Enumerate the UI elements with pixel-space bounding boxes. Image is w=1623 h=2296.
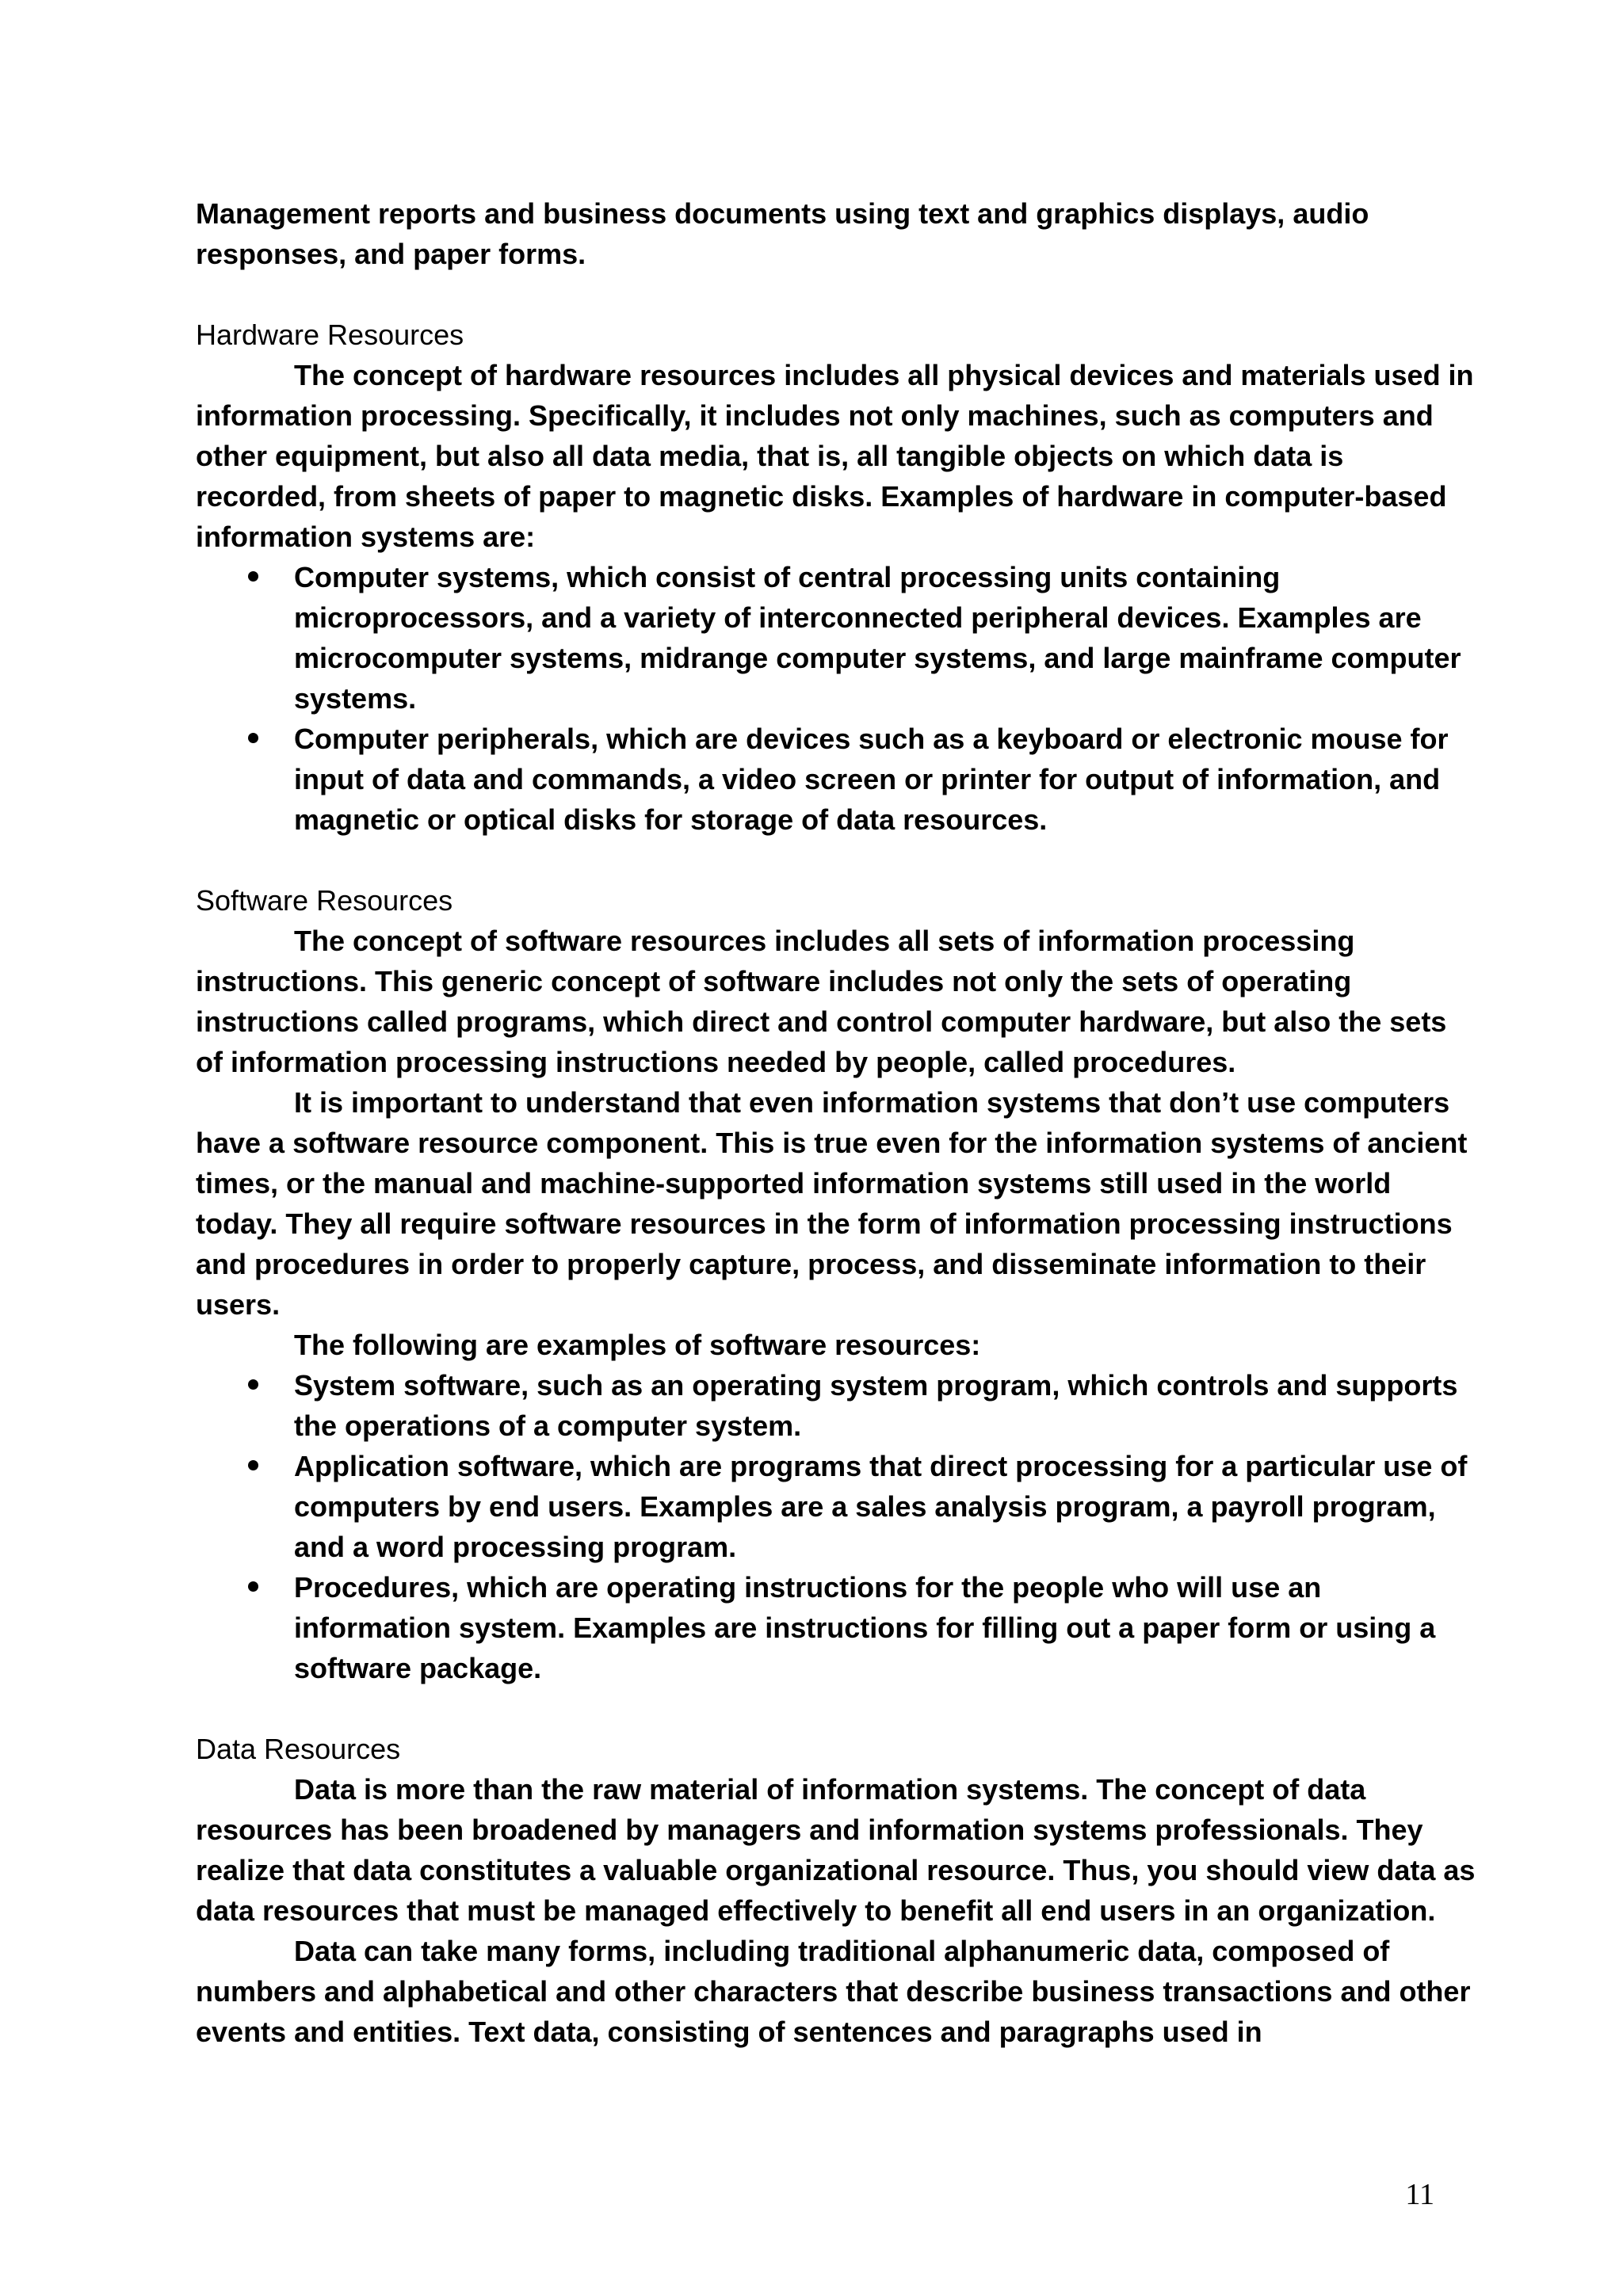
list-item bbox=[196, 1365, 1480, 1446]
data-heading: Data Resources bbox=[196, 1733, 401, 1765]
software-paragraph-3: The following are examples of software resources: bbox=[294, 1329, 981, 1361]
list-item-text: Computer systems, which consist of central processing units containing microprocessors, and a variety of interconnected peripheral devices. Examples are microcomputer systems, midrange computer systems, and large mainframe computer systems. bbox=[294, 561, 1461, 715]
software-heading: Software Resources bbox=[196, 884, 453, 917]
section-gap bbox=[196, 840, 1480, 880]
hardware-paragraph: The concept of hardware resources includes all physical devices and materials used in information processing. Specifically, it includes not only machines, such as computers and other equipment, but also all data media, that is, all tangible objects on which data is recorded, from sheets of paper to magnetic disks. Examples of hardware in computer-based information systems are: bbox=[196, 359, 1474, 553]
section-gap bbox=[196, 274, 1480, 315]
data-paragraph-1: Data is more than the raw material of information systems. The concept of data resources has been broadened by managers and information systems professionals. They realize that data constitutes a valuable organizational resource. Thus, you should view data as data resources that must be managed effectively to benefit all end users in an organization. bbox=[196, 1773, 1476, 1927]
software-paragraph-2: It is important to understand that even information systems that don’t use computers have a software resource component. This is true even for the information systems of ancient times, or the manual and machine-supported information systems still used in the world today. They all require software resources in the form of information processing instructions and procedures in order to properly capture, process, and disseminate information to their users. bbox=[196, 1086, 1468, 1321]
list-item bbox=[196, 557, 1480, 719]
intro-paragraph: Management reports and business documents using text and graphics displays, audio responses, and paper forms. bbox=[196, 197, 1369, 270]
hardware-bullet-list bbox=[196, 557, 1480, 840]
list-item bbox=[196, 719, 1480, 840]
bullet-icon bbox=[248, 1379, 258, 1390]
list-item bbox=[196, 1446, 1480, 1567]
page-number: 11 bbox=[1405, 2178, 1434, 2211]
bullet-icon bbox=[248, 1581, 258, 1592]
page-content bbox=[196, 193, 1480, 2052]
bullet-icon bbox=[248, 733, 258, 743]
list-item-text: System software, such as an operating system program, which controls and supports the operations of a computer system. bbox=[294, 1369, 1458, 1442]
list-item bbox=[196, 1567, 1480, 1688]
hardware-heading: Hardware Resources bbox=[196, 318, 464, 351]
software-paragraph-1: The concept of software resources includes all sets of information processing instructions. This generic concept of software includes not only the sets of operating instructions called programs, which direct and control computer hardware, but also the sets of information processing instructions needed by people, called procedures. bbox=[196, 925, 1447, 1078]
list-item-text: Computer peripherals, which are devices such as a keyboard or electronic mouse for input of data and commands, a video screen or printer for output of information, and magnetic or optical disks for storage of data resources. bbox=[294, 723, 1449, 836]
list-item-text: Application software, which are programs that direct processing for a particular use of computers by end users. Examples are a sales analysis program, a payroll program, and a word processing program. bbox=[294, 1450, 1468, 1563]
bullet-icon bbox=[248, 1460, 258, 1470]
data-paragraph-2: Data can take many forms, including traditional alphanumeric data, composed of numbers and alphabetical and other characters that describe business transactions and other events and entities. Text data, consisting of sentences and paragraphs used in bbox=[196, 1935, 1471, 2048]
list-item-text: Procedures, which are operating instructions for the people who will use an information system. Examples are instructions for filling out a paper form or using a software package. bbox=[294, 1571, 1436, 1684]
section-gap bbox=[196, 1688, 1480, 1729]
software-bullet-list bbox=[196, 1365, 1480, 1688]
bullet-icon bbox=[248, 571, 258, 582]
